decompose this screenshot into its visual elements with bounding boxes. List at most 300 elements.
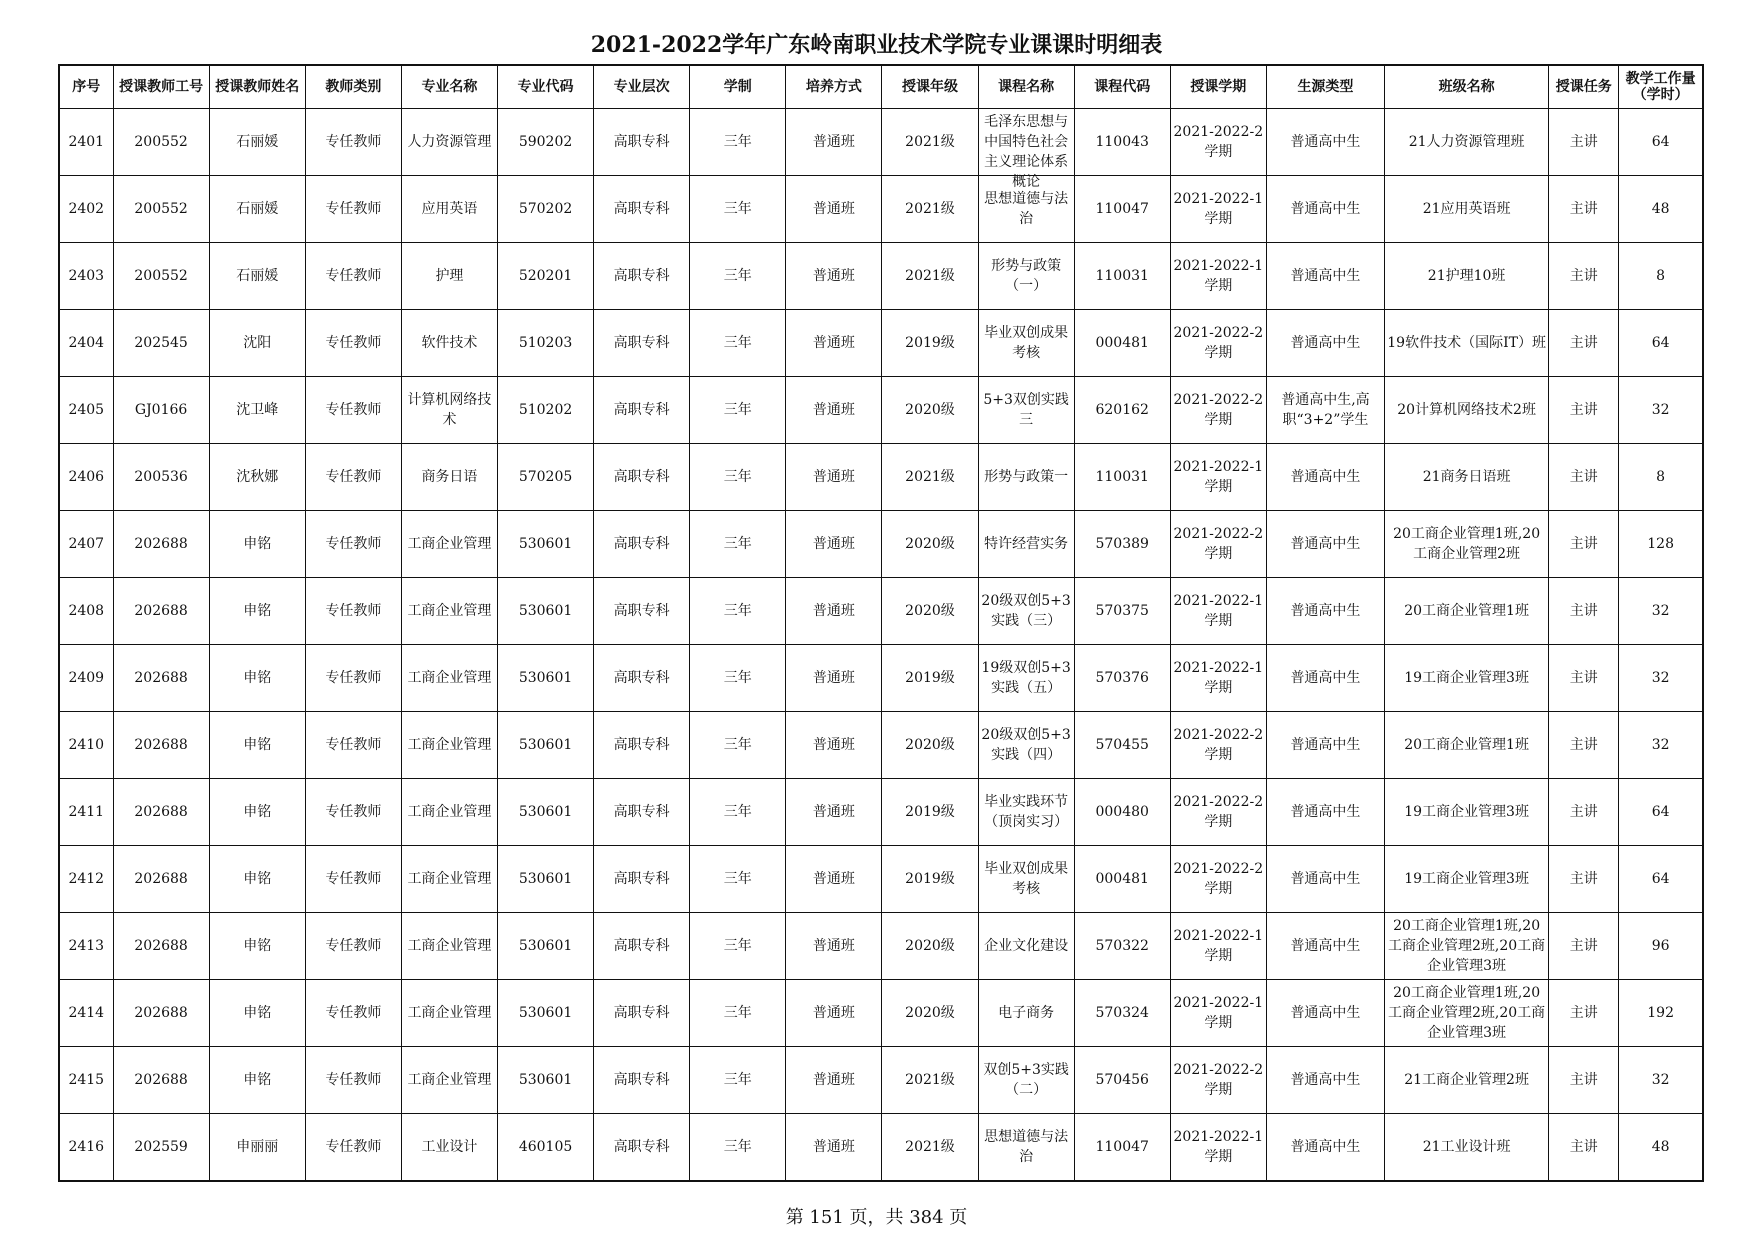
table-cell — [1170, 243, 1266, 310]
table-cell — [59, 1047, 113, 1114]
cell-text: 普通高中生 — [1290, 737, 1361, 753]
table-cell — [1074, 109, 1170, 176]
cell-text: 普通高中生 — [1290, 469, 1361, 485]
cell-text: 专任教师 — [325, 335, 382, 351]
table-row — [59, 109, 1703, 176]
table-cell — [401, 712, 497, 779]
table-cell — [1619, 645, 1703, 712]
cell-text: 530601 — [518, 871, 573, 887]
table-cell — [59, 511, 113, 578]
table-row — [59, 645, 1703, 712]
cell-text: 普通高中生,高职“3+2”学生 — [1281, 392, 1370, 428]
table-cell — [978, 645, 1074, 712]
table-cell — [498, 980, 594, 1047]
cell-text: 202688 — [134, 938, 188, 954]
table-cell — [209, 846, 305, 913]
cell-text: 普通班 — [812, 1072, 855, 1088]
table-row — [59, 1047, 1703, 1114]
table-cell — [786, 1047, 882, 1114]
table-cell — [594, 109, 690, 176]
table-cell — [1549, 1114, 1619, 1182]
table-cell — [1074, 243, 1170, 310]
cell-text: 19级双创5+3实践（五） — [981, 660, 1071, 696]
table-cell — [1074, 444, 1170, 511]
table-cell — [690, 846, 786, 913]
cell-text: 普通班 — [812, 469, 855, 485]
cell-text: 2020级 — [905, 737, 955, 753]
cell-text: 2020级 — [905, 603, 955, 619]
cell-text: 普通高中生 — [1290, 268, 1361, 284]
cell-text: 三年 — [723, 670, 752, 686]
cell-text: 主讲 — [1569, 1139, 1598, 1155]
table-cell — [1385, 377, 1549, 444]
table-cell — [1170, 913, 1266, 980]
cell-text: 普通高中生 — [1290, 134, 1361, 150]
cell-text: 8 — [1656, 469, 1666, 485]
cell-text: 工商企业管理 — [407, 536, 492, 552]
cell-text: 64 — [1651, 804, 1670, 820]
table-cell — [786, 1114, 882, 1182]
table-cell — [690, 1114, 786, 1182]
table-cell — [786, 109, 882, 176]
table-cell — [1549, 310, 1619, 377]
table-cell — [594, 980, 690, 1047]
cell-text: 530601 — [518, 670, 573, 686]
table-cell — [786, 779, 882, 846]
column-header: 培养方式 — [786, 65, 882, 109]
cell-text: 2408 — [68, 603, 105, 619]
table-cell — [498, 846, 594, 913]
cell-text: 高职专科 — [613, 469, 670, 485]
cell-text: 128 — [1647, 536, 1674, 552]
cell-text: 高职专科 — [613, 1072, 670, 1088]
table-cell — [113, 1114, 209, 1182]
cell-text: 主讲 — [1569, 201, 1598, 217]
cell-text: 570202 — [518, 201, 573, 217]
cell-text: 普通班 — [812, 268, 855, 284]
table-cell — [401, 109, 497, 176]
table-cell — [882, 846, 978, 913]
table-cell — [1266, 645, 1384, 712]
table-cell — [978, 310, 1074, 377]
cell-text: 2021-2022-1学期 — [1173, 258, 1264, 294]
table-cell — [305, 176, 401, 243]
table-cell — [209, 913, 305, 980]
cell-text: 000481 — [1095, 335, 1149, 351]
cell-text: 5+3双创实践三 — [983, 392, 1069, 428]
table-cell — [1549, 176, 1619, 243]
table-cell — [978, 444, 1074, 511]
cell-text: 2021级 — [905, 469, 955, 485]
table-cell — [786, 176, 882, 243]
cell-text: 三年 — [723, 603, 752, 619]
table-cell — [401, 1047, 497, 1114]
cell-text: 主讲 — [1569, 871, 1598, 887]
table-cell — [1385, 913, 1549, 980]
cell-text: 110043 — [1095, 134, 1149, 150]
cell-text: 2019级 — [905, 804, 955, 820]
cell-text: 2019级 — [905, 670, 955, 686]
table-cell — [305, 444, 401, 511]
cell-text: 32 — [1651, 737, 1670, 753]
table-cell — [690, 980, 786, 1047]
cell-text: 毕业双创成果考核 — [984, 325, 1069, 361]
cell-text: 主讲 — [1569, 134, 1598, 150]
table-cell — [59, 846, 113, 913]
cell-text: 2406 — [68, 469, 105, 485]
table-cell — [1549, 712, 1619, 779]
table-cell — [113, 578, 209, 645]
table-cell — [59, 645, 113, 712]
cell-text: 2401 — [68, 134, 105, 150]
table-cell — [1619, 1114, 1703, 1182]
cell-text: 主讲 — [1569, 670, 1598, 686]
table-cell — [1074, 645, 1170, 712]
cell-text: 专任教师 — [325, 536, 382, 552]
table-cell — [1619, 176, 1703, 243]
table-cell — [1074, 578, 1170, 645]
table-cell — [1266, 444, 1384, 511]
table-cell — [1170, 377, 1266, 444]
cell-text: 20级双创5+3实践（三） — [981, 593, 1071, 629]
cell-text: 2021级 — [905, 1072, 955, 1088]
cell-text: 48 — [1651, 1139, 1670, 1155]
cell-text: 专任教师 — [325, 603, 382, 619]
column-header: 教师类别 — [305, 65, 401, 109]
cell-text: 护理 — [435, 268, 464, 284]
table-cell — [690, 712, 786, 779]
table-cell — [59, 243, 113, 310]
table-cell — [1074, 980, 1170, 1047]
cell-text: 三年 — [723, 938, 752, 954]
table-cell — [209, 377, 305, 444]
cell-text: 主讲 — [1569, 536, 1598, 552]
cell-text: 普通高中生 — [1290, 1005, 1361, 1021]
cell-text: 2021-2022-2学期 — [1173, 794, 1264, 830]
table-cell — [786, 444, 882, 511]
cell-text: 21护理10班 — [1427, 268, 1506, 284]
cell-text: 2407 — [68, 536, 105, 552]
table-cell — [401, 1114, 497, 1182]
table-cell — [690, 578, 786, 645]
table-cell — [1170, 444, 1266, 511]
cell-text: 普通高中生 — [1290, 335, 1361, 351]
table-cell — [401, 377, 497, 444]
cell-text: 主讲 — [1569, 737, 1598, 753]
table-cell — [59, 310, 113, 377]
cell-text: 20计算机网络技术2班 — [1397, 402, 1536, 418]
cell-text: 主讲 — [1569, 268, 1598, 284]
table-cell — [1385, 310, 1549, 377]
cell-text: 三年 — [723, 402, 752, 418]
table-cell — [882, 310, 978, 377]
cell-text: 主讲 — [1569, 938, 1598, 954]
cell-text: 2405 — [68, 402, 105, 418]
cell-text: 2021-2022-2学期 — [1173, 392, 1264, 428]
table-cell — [1385, 980, 1549, 1047]
table-cell — [1385, 846, 1549, 913]
table-cell — [1170, 109, 1266, 176]
table-cell — [401, 846, 497, 913]
table-cell — [305, 913, 401, 980]
cell-text: 2411 — [68, 804, 105, 820]
cell-text: 高职专科 — [613, 201, 670, 217]
cell-text: 570375 — [1095, 603, 1149, 619]
table-cell — [59, 176, 113, 243]
table-cell — [882, 109, 978, 176]
table-cell — [1170, 578, 1266, 645]
table-cell — [786, 243, 882, 310]
table-cell — [401, 444, 497, 511]
cell-text: 计算机网络技术 — [407, 392, 492, 428]
cell-text: 530601 — [518, 603, 573, 619]
table-cell — [401, 578, 497, 645]
cell-text: 主讲 — [1569, 469, 1598, 485]
table-row — [59, 377, 1703, 444]
cell-text: 48 — [1651, 201, 1670, 217]
table-cell — [59, 1114, 113, 1182]
cell-text: 520201 — [518, 268, 573, 284]
cell-text: 2021-2022-2学期 — [1173, 861, 1264, 897]
table-cell — [882, 712, 978, 779]
cell-text: 2412 — [68, 871, 105, 887]
cell-text: 普通高中生 — [1290, 670, 1361, 686]
cell-text: 工商企业管理 — [407, 938, 492, 954]
cell-text: 202688 — [134, 1005, 188, 1021]
table-cell — [305, 779, 401, 846]
table-cell — [594, 243, 690, 310]
table-cell — [498, 1047, 594, 1114]
cell-text: 110047 — [1095, 201, 1149, 217]
table-cell — [1549, 980, 1619, 1047]
table-cell — [594, 511, 690, 578]
table-cell — [1074, 712, 1170, 779]
table-cell — [498, 511, 594, 578]
table-cell — [882, 243, 978, 310]
table-cell — [209, 109, 305, 176]
table-header — [59, 65, 1703, 109]
cell-text: 96 — [1651, 938, 1670, 954]
table-cell — [1074, 1047, 1170, 1114]
cell-text: 石丽媛 — [236, 201, 279, 217]
table-cell — [1266, 511, 1384, 578]
cell-text: 毛泽东思想与中国特色社会主义理论体系概论 — [984, 114, 1069, 190]
cell-text: 主讲 — [1569, 804, 1598, 820]
table-cell — [305, 243, 401, 310]
cell-text: 570322 — [1095, 938, 1149, 954]
cell-text: 普通班 — [812, 402, 855, 418]
cell-text: 三年 — [723, 268, 752, 284]
table-cell — [594, 377, 690, 444]
cell-text: 高职专科 — [613, 402, 670, 418]
table-cell — [594, 645, 690, 712]
table-cell — [209, 1047, 305, 1114]
cell-text: 工业设计 — [421, 1139, 478, 1155]
table-cell — [59, 913, 113, 980]
table-cell — [1549, 109, 1619, 176]
table-cell — [498, 444, 594, 511]
table-row — [59, 176, 1703, 243]
table-cell — [1170, 1114, 1266, 1182]
table-cell — [786, 913, 882, 980]
cell-text: 2020级 — [905, 402, 955, 418]
cell-text: 2021-2022-1学期 — [1173, 1129, 1264, 1165]
cell-text: 64 — [1651, 335, 1670, 351]
cell-text: 2021级 — [905, 201, 955, 217]
table-cell — [113, 779, 209, 846]
cell-text: 2019级 — [905, 871, 955, 887]
table-cell — [1170, 511, 1266, 578]
table-cell — [1549, 511, 1619, 578]
cell-text: 2021-2022-2学期 — [1173, 526, 1264, 562]
cell-text: 202688 — [134, 804, 188, 820]
cell-text: 工商企业管理 — [407, 1072, 492, 1088]
table-cell — [786, 377, 882, 444]
cell-text: 工商企业管理 — [407, 804, 492, 820]
cell-text: 三年 — [723, 335, 752, 351]
cell-text: GJ0166 — [134, 402, 188, 418]
table-cell — [1385, 243, 1549, 310]
table-cell — [498, 377, 594, 444]
cell-text: 202688 — [134, 737, 188, 753]
cell-text: 2021-2022-2学期 — [1173, 1062, 1264, 1098]
cell-text: 8 — [1656, 268, 1666, 284]
cell-text: 510203 — [518, 335, 573, 351]
cell-text: 形势与政策一 — [984, 469, 1069, 485]
cell-text: 202688 — [134, 1072, 188, 1088]
table-row — [59, 511, 1703, 578]
table-cell — [978, 1114, 1074, 1182]
table-cell — [209, 243, 305, 310]
cell-text: 三年 — [723, 1005, 752, 1021]
cell-text: 2021-2022-1学期 — [1173, 191, 1264, 227]
cell-text: 高职专科 — [613, 871, 670, 887]
cell-text: 530601 — [518, 804, 573, 820]
cell-text: 三年 — [723, 469, 752, 485]
table-cell — [305, 310, 401, 377]
table-cell — [1549, 1047, 1619, 1114]
cell-text: 2021-2022-1学期 — [1173, 995, 1264, 1031]
column-header: 授课年级 — [882, 65, 978, 109]
table-cell — [113, 377, 209, 444]
table-cell — [1549, 578, 1619, 645]
table-row — [59, 779, 1703, 846]
table-cell — [1074, 913, 1170, 980]
cell-text: 申铭 — [243, 670, 272, 686]
cell-text: 200552 — [134, 134, 188, 150]
cell-text: 三年 — [723, 1072, 752, 1088]
column-header: 专业名称 — [401, 65, 497, 109]
table-cell — [498, 310, 594, 377]
cell-text: 32 — [1651, 1072, 1670, 1088]
table-cell — [1385, 1047, 1549, 1114]
table-cell — [786, 712, 882, 779]
column-header: 生源类型 — [1266, 65, 1384, 109]
cell-text: 200536 — [134, 469, 188, 485]
cell-text: 三年 — [723, 804, 752, 820]
table-cell — [978, 1047, 1074, 1114]
cell-text: 专任教师 — [325, 1139, 382, 1155]
cell-text: 普通班 — [812, 938, 855, 954]
table-cell — [498, 645, 594, 712]
cell-text: 2021级 — [905, 1139, 955, 1155]
cell-text: 三年 — [723, 737, 752, 753]
table-cell — [1619, 1047, 1703, 1114]
cell-text: 2021级 — [905, 134, 955, 150]
cell-text: 申铭 — [243, 536, 272, 552]
cell-text: 普通高中生 — [1290, 536, 1361, 552]
cell-text: 专任教师 — [325, 871, 382, 887]
cell-text: 双创5+3实践（二） — [983, 1062, 1069, 1098]
cell-text: 20工商企业管理1班,20工商企业管理2班,20工商企业管理3班 — [1388, 985, 1546, 1041]
page-number: 第 151 页，共 384 页 — [785, 1207, 968, 1228]
table-cell — [1266, 243, 1384, 310]
cell-text: 申铭 — [243, 871, 272, 887]
cell-text: 570389 — [1095, 536, 1149, 552]
table-cell — [594, 779, 690, 846]
cell-text: 530601 — [518, 1005, 573, 1021]
cell-text: 专任教师 — [325, 268, 382, 284]
cell-text: 主讲 — [1569, 335, 1598, 351]
table-cell — [1549, 444, 1619, 511]
table-cell — [401, 511, 497, 578]
cell-text: 32 — [1651, 402, 1670, 418]
table-cell — [882, 511, 978, 578]
cell-text: 主讲 — [1569, 1005, 1598, 1021]
column-header: 序号 — [59, 65, 113, 109]
cell-text: 应用英语 — [421, 201, 478, 217]
table-cell — [1170, 980, 1266, 1047]
cell-text: 普通班 — [812, 1005, 855, 1021]
cell-text: 2020级 — [905, 1005, 955, 1021]
table-cell — [113, 310, 209, 377]
table-cell — [1549, 645, 1619, 712]
table-cell — [978, 511, 1074, 578]
cell-text: 21应用英语班 — [1422, 201, 1511, 217]
table-cell — [1266, 846, 1384, 913]
header-row — [59, 65, 1703, 109]
table-cell — [1266, 109, 1384, 176]
cell-text: 专任教师 — [325, 938, 382, 954]
table-cell — [1385, 1114, 1549, 1182]
table-cell — [1619, 578, 1703, 645]
cell-text: 19软件技术（国际IT）班 — [1387, 335, 1546, 351]
cell-text: 主讲 — [1569, 603, 1598, 619]
table-cell — [978, 846, 1074, 913]
table-cell — [1170, 176, 1266, 243]
table-cell — [1385, 444, 1549, 511]
cell-text: 202688 — [134, 536, 188, 552]
cell-text: 专任教师 — [325, 737, 382, 753]
cell-text: 20级双创5+3实践（四） — [981, 727, 1071, 763]
table-row — [59, 712, 1703, 779]
table-cell — [1074, 846, 1170, 913]
cell-text: 高职专科 — [613, 603, 670, 619]
table-cell — [1266, 578, 1384, 645]
cell-text: 专任教师 — [325, 201, 382, 217]
table-cell — [209, 310, 305, 377]
cell-text: 申丽丽 — [236, 1139, 279, 1155]
table-cell — [690, 310, 786, 377]
table-cell — [59, 109, 113, 176]
table-cell — [1549, 377, 1619, 444]
table-cell — [1619, 712, 1703, 779]
cell-text: 高职专科 — [613, 1005, 670, 1021]
cell-text: 19工商企业管理3班 — [1404, 670, 1529, 686]
table-cell — [113, 109, 209, 176]
cell-text: 460105 — [518, 1139, 573, 1155]
table-cell — [305, 511, 401, 578]
